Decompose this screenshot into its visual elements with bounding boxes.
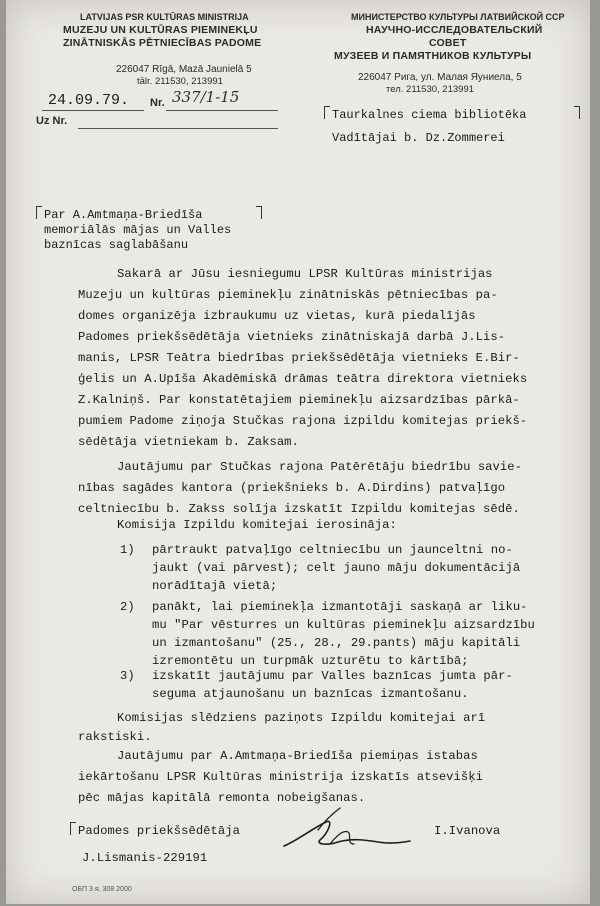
signatory-name: I.Ivanova <box>434 824 501 838</box>
lv-phones: tālr. 211530, 213991 <box>137 76 223 87</box>
lv-board-line2: ZINĀTNISKĀS PĒTNIECĪBAS PADOME <box>63 37 262 49</box>
body-line: celtniecību b. Zakss solīja izskatīt Izpildu komitejas sēdē. <box>78 502 520 516</box>
recipient-bracket-left <box>324 106 330 119</box>
letter-date: 24.09.79. <box>48 92 130 109</box>
body-line: ģelis un A.Upīša Akadēmiskā drāmas teātra direktora vietnieks <box>78 372 528 386</box>
ru-board-line3: МУЗЕЕВ И ПАМЯТНИКОВ КУЛЬТУРЫ <box>334 50 532 62</box>
item-line: seguma atjaunošanu un baznīcas izmantošanu. <box>152 687 469 701</box>
item-number: 1) <box>120 543 135 557</box>
subject-line-2: memoriālās mājas un Valles <box>44 223 232 237</box>
body-line: pumiem Padome ziņoja Stučkas rajona izpildu komitejas priekš- <box>78 414 528 428</box>
ru-board-line1: НАУЧНО-ИССЛЕДОВАТЕЛЬСКИЙ <box>366 24 543 36</box>
closing-line: rakstiski. <box>78 730 152 744</box>
printer-mark: ОБП 3 я. 308 2000 <box>72 886 132 893</box>
recipient-bracket-right <box>574 106 580 119</box>
ru-phones: тел. 211530, 213991 <box>386 84 475 95</box>
handwritten-signature <box>278 800 418 860</box>
item-line: panākt, lai pieminekļa izmantotāji saskaņā ar liku- <box>152 600 528 614</box>
ru-ministry-name: МИНИСТЕРСТВО КУЛЬТУРЫ ЛАТВИЙСКОЙ ССР <box>351 12 565 22</box>
body-line: Z.Kalniņš. Par konstatētajiem pieminekļu aizsardzības pārkā- <box>78 393 520 407</box>
date-underline <box>42 110 144 111</box>
body-line: Muzeju un kultūras pieminekļu zinātniskās pētniecības pa- <box>78 288 498 302</box>
lv-ministry-name: LATVIJAS PSR KULTŪRAS MINISTRIJA <box>80 12 249 22</box>
item-line: mu "Par vēsturres un kultūras pieminekļu aizsardzību <box>152 618 535 632</box>
item-line: izremontētu un turpmāk uzturētu to kārtībā; <box>152 654 469 668</box>
closing-line: pēc mājas kapitālā remonta nobeigšanas. <box>78 791 366 805</box>
subject-bracket-left <box>36 206 42 219</box>
item-number: 3) <box>120 669 135 683</box>
body-line: domes organizēja izbraukumu uz vietas, kurā piedalījās <box>78 309 476 323</box>
body-line: Padomes priekšsēdētāja vietnieks zinātniskajā darbā J.Lis- <box>78 330 506 344</box>
closing-line: Jautājumu par A.Amtmaņa-Briedīša piemiņas istabas <box>117 749 478 763</box>
ru-board-line2: СОВЕТ <box>429 37 467 49</box>
item-line: un izmantošanu" (25., 28., 29.pants) māju kapitāli <box>152 636 521 650</box>
recipient-institution: Taurkalnes ciema bibliotēka <box>332 108 527 122</box>
body-line: nības sagādes kantora (priekšnieks b. A.Dirdins) patvaļīgo <box>78 481 506 495</box>
body-line: manis, LPSR Teātra biedrības priekšsēdētāja vietnieks E.Bir- <box>78 351 520 365</box>
item-line: pārtraukt patvaļīgo celtniecību un jaunceltni no- <box>152 543 513 557</box>
item-line: norādītajā vietā; <box>152 579 278 593</box>
signature-bracket <box>70 822 76 835</box>
subject-bracket-right <box>256 206 262 219</box>
closing-line: iekārtošanu LPSR Kultūras ministrija izskatīs atsevišķi <box>78 770 484 784</box>
contact-person-phone: J.Lismanis-229191 <box>82 851 208 865</box>
closing-line: Komisijas slēdziens paziņots Izpildu komitejai arī <box>117 711 486 725</box>
lv-board-line1: MUZEJU UN KULTŪRAS PIEMINEKĻU <box>63 24 258 36</box>
subject-line-1: Par A.Amtmaņa-Briedīša <box>44 208 203 222</box>
body-line: Komisija Izpildu komitejai ierosināja: <box>117 518 397 532</box>
reference-label: Uz Nr. <box>36 115 68 127</box>
body-line: Sakarā ar Jūsu iesniegumu LPSR Kultūras ministrijas <box>117 267 493 281</box>
lv-address: 226047 Rīgā, Mazā Jaunielā 5 <box>116 64 252 75</box>
item-line: jaukt (vai pārvest); celt jauno māju dokumentācijā <box>152 561 521 575</box>
body-line: Jautājumu par Stučkas rajona Patērētāju biedrību savie- <box>117 460 523 474</box>
body-line: sēdētāja vietniekam b. Zaksam. <box>78 435 299 449</box>
recipient-person: Vadītājai b. Dz.Zommerei <box>332 131 505 145</box>
item-number: 2) <box>120 600 135 614</box>
signatory-position: Padomes priekšsēdētāja <box>78 824 241 838</box>
letter-sheet <box>6 0 590 904</box>
reference-underline <box>78 128 278 129</box>
nr-label: Nr. <box>150 97 165 109</box>
subject-line-3: baznīcas saglabāšanu <box>44 238 189 252</box>
nr-underline <box>166 110 278 111</box>
registration-number: 337/1-15 <box>172 88 240 106</box>
ru-address: 226047 Рига, ул. Малая Яуниела, 5 <box>358 72 522 83</box>
item-line: izskatīt jautājumu par Valles baznīcas jumta pār- <box>152 669 513 683</box>
